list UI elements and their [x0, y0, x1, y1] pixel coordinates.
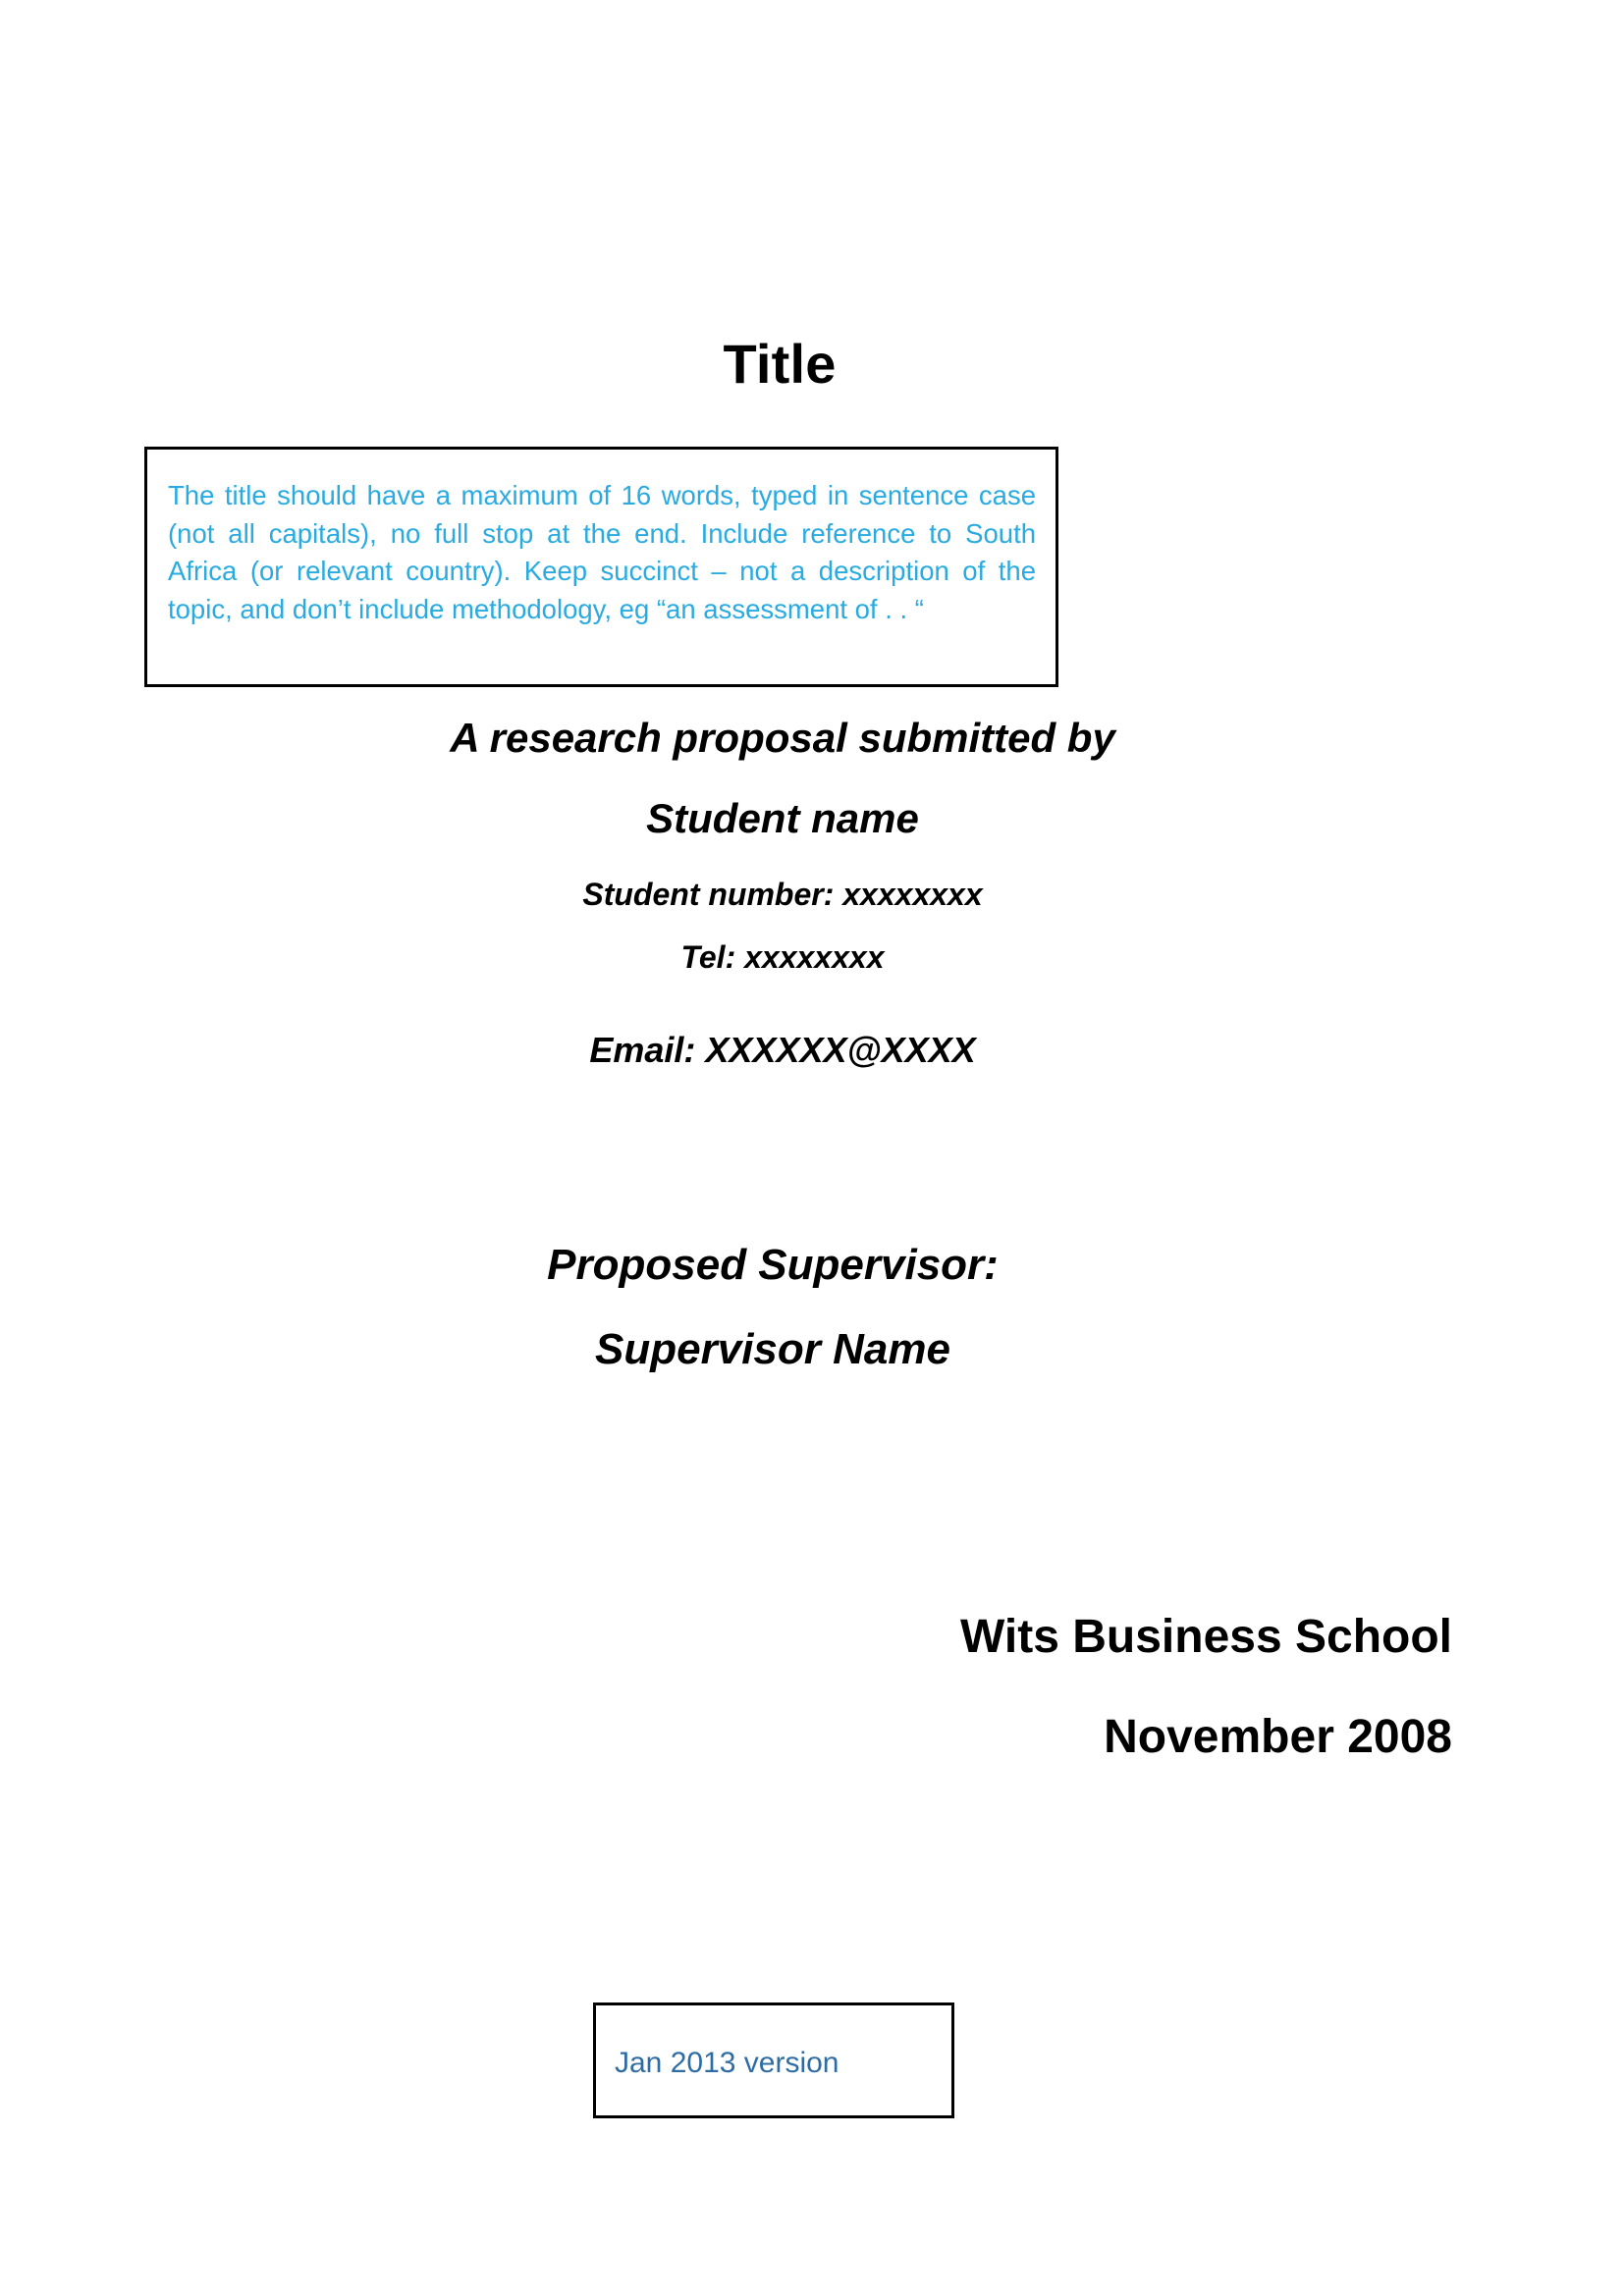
page-title: Title	[723, 333, 837, 395]
supervisor-name: Supervisor Name	[595, 1324, 950, 1373]
submitted-by-label: A research proposal submitted by	[450, 715, 1115, 761]
submission-date: November 2008	[1104, 1711, 1452, 1763]
title-instruction-box	[144, 447, 1058, 687]
supervisor-block	[0, 1235, 1624, 1379]
student-name: Student name	[646, 794, 919, 841]
submission-block	[0, 709, 1624, 1075]
institution-name: Wits Business School	[960, 1611, 1452, 1663]
supervisor-label: Proposed Supervisor:	[547, 1241, 999, 1289]
student-telephone: Tel: xxxxxxxx	[680, 939, 885, 976]
student-number: Student number: xxxxxxxx	[582, 877, 983, 913]
student-email: Email: XXXXXX@XXXX	[589, 1029, 976, 1070]
institution-block	[960, 1608, 1452, 1767]
version-stamp-box	[593, 2002, 954, 2118]
version-stamp-text: Jan 2013 version	[615, 2047, 839, 2079]
title-instruction-text: The title should have a maximum of 16 words, typed in sentence case (not all capitals), no full stop at the end. Include reference to South Africa (or relevant country). Keep succinct – not a description of the topic, and don’t include methodology, eg “an assessment of . . “	[168, 480, 1036, 624]
